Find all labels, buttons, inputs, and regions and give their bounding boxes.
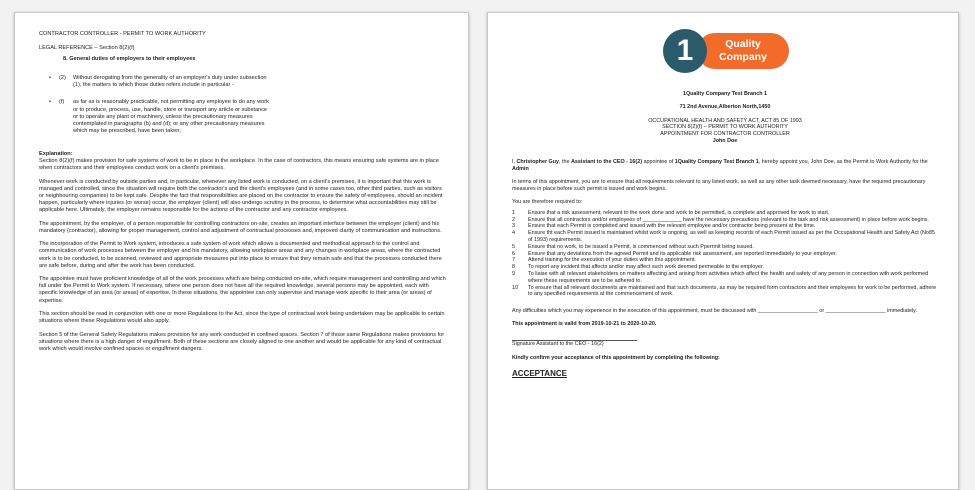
paragraph: The appointee must have proficient knowledge of all of the work processes which are being conducted on-site, which require management and controlling and which fall under the Permit to Work system. If necessary, where one person does not have all the required knowledge, several persons may be appointed, each with specific knowledge of an area (or areas) of expertise. In these situations, the appointee can only supervise and manage work specific to their area (or areas) of expertise. (39, 276, 446, 304)
legal-reference: LEGAL REFERENCE – Section 8(2)(f) (39, 44, 135, 51)
bullet-number: (f) (59, 99, 65, 106)
document-header: CONTRACTOR CONTROLLER - PERMIT TO WORK AUTHORITY (39, 31, 206, 37)
section-title: 8. General duties of employers to their employees (63, 55, 196, 62)
list-item: 10 To ensure that all relevant documents are maintained and that such documents, as may be required form contractors and their employees for work to be performed, adhere to any specified requirements at the commencement of work. (512, 284, 937, 298)
list-item: 9 To liaise with all relevant stakeholders on matters affecting and arising from activities which affect the health and safety of any person in connection with work performed where these requirements are to be adhered to. (512, 270, 929, 284)
list-item: 4 Ensure tht each Permit issued is maintained whilst work is ongoing, as well as keeping records of each Permit issued as per the Occupational Health and Safety Act (No85 of 1993) requirements. (512, 230, 935, 243)
bullet-dot-icon: • (49, 75, 51, 82)
paragraph: The incorporation of the Permit to Work system, introduces a safe system of work which allows a documented and methodical approach to the control and communication of work processes between the employer and his mandatory, allowing workplace areas and any changes in workplace areas, where the contracted work is to be conducted, to be scanned, reviewed and appropriate measures put into place to ensure that they remain safe and that the processes conducted there are safe before, during and after the work has been conducted. (39, 241, 442, 269)
difficulties-paragraph: Any difficulties which you may experience in the execution of this appointment, must be discussed with ____________________ or ____________________ immediately. (512, 308, 917, 315)
explanation-label: Explanation: (39, 150, 73, 157)
bullet-number: (2) (59, 75, 66, 82)
paragraph: Section 8(2)(f) makes provision for safe systems of work to be in place in the workplace. In the case of contractors, this means ensuring safe systems are in place when contractors and their employees conduct work on a client's premises. (39, 158, 439, 172)
terms-paragraph: In terms of this appointment, you are to ensure that all requirements relevant to any listed work, as well as any other task deemed necessary, have the required precautionary measures in place before such permit is issued and work begins. (512, 178, 926, 192)
list-item: 1 Ensure that a risk assessment, relevant to the work done and work to be permitted, is complete and approved for work to start. (512, 209, 830, 216)
logo-line-2: Company (719, 51, 767, 63)
company-address: 71 2nd Avenue,Alberton North,1450 (679, 104, 771, 111)
left-document-page (14, 12, 469, 490)
required-label: You are therefore required to: (512, 198, 583, 205)
appointee-name: John Doe (712, 137, 738, 144)
logo-wordmark (697, 33, 789, 69)
validity-statement: This appointment is valid from 2019-10-21 to 2020-10-20. (512, 321, 657, 328)
duties-list (512, 210, 938, 298)
paragraph: Section 5 of the General Safety Regulations makes provision for any work conducted in confined spaces. Section 7 of those same Regulations makes provisions for situations where there is a high danger of engulfment. Both of these sections are closely aligned to one another and would be applicable for any kind of contractual work which would involve confined spaces or engulfment dangers. (39, 331, 445, 352)
appointment-title: APPOINTMENT FOR CONTRACTOR CONTROLLER (660, 131, 790, 138)
logo-number-badge: 1 (663, 29, 707, 73)
section-reference: SECTION 8(2)(f) – PERMIT TO WORK AUTHORITY (662, 124, 788, 131)
list-item: 3 Ensure that each Permit is completed and issued with the relevant employee and/or contractor being present at the time. (512, 223, 816, 230)
right-document-page (487, 12, 959, 490)
signature-label: Signature Assistant to the CEO - 16(2) (512, 341, 604, 348)
bullet-dot-icon: • (49, 99, 51, 106)
acceptance-heading: ACCEPTANCE (512, 369, 567, 379)
bullet-text: Without derogating from the generality of an employer's duty under subsection (1), the matters to which those duties refers include in particular - (73, 75, 267, 89)
bullet-item (39, 75, 448, 89)
list-item: 8 To report any incident that affects and/or may affect such work deemed permeable to the employer. (512, 264, 764, 271)
paragraph: Whenever work is conducted by outside parties and, in particular, whenever any listed work is conducted, on a client's premises, it is important that this work is managed and controlled, since the situation will require both the contractor's and the client's employees (and in some cases too, other third parties, such as visitors or neighbouring companies) to be kept safe. Despite the fact that responsibilities are placed on the contractor to ensure the safety of employees, should an incident happen, particularly where injuries (or worse) occur, the employer (client) will also undergo scrutiny in the process, to determine what accountabilities may still be applicable here. Ultimately, the employer remains responsible for the actions of the contractor and any contractor employees. (39, 178, 443, 214)
list-item: 2 Ensure that all contractors and/or employees of _____________ have the necessary precautions (relevant to the task and risk assessment) in place before work begins. (512, 216, 929, 223)
logo-line-1: Quality (725, 38, 761, 50)
confirm-instruction: Kindly confirm your acceptance of this appointment by completing the following: (512, 354, 720, 361)
paragraph: The appointment, by the employer, of a person responsible for controlling contractors on-site, creates an important interface between the employer (client) and his mandatory (contractor), allowing for proper management, control and adjustment of contractual processes and, improved clarity of communication and instructions. (39, 220, 442, 234)
paragraph: This section should be read in conjunction with one or more Regulations to the Act, since the type of contractual work being undertaken may be applicable to certain situations where these Regulations would also apply. (39, 311, 445, 325)
act-title: OCCUPATIONAL HEALTH AND SAFETY ACT, ACT 85 OF 1993 (648, 117, 802, 124)
intro-paragraph: I, Christopher Guy, the Assistant to the CEO - 16(2) appointee of 1Quality Company Test Branch 1, hereby appoint you, John Doe, as the Permit to Work Authority for the Admin (512, 158, 928, 172)
bullet-item (39, 99, 448, 134)
company-logo (655, 27, 795, 77)
list-item: 7 Attend training for the execution of your duties within this appointment. (512, 257, 696, 264)
list-item: 5 Ensure that no work, to be issued a Permit, is commenced without such Pperrmit being issued. (512, 243, 754, 250)
list-item: 6 Ensure that any deviations from the agreed Permit and its applicable risk assessment, are reported immediately to your employer. (512, 250, 837, 257)
bullet-text: as far as is reasonably practicable, not permitting any employee to do any work or to produce, process, use, handle, store or transport any article or substance or to operate any plant or machinery, unless the precautionary measures contemplated in paragraphs (b) and (d); or any other precautionary measures which may be prescribed, have been taken; (73, 99, 269, 134)
company-name: 1Quality Company Test Branch 1 (682, 91, 768, 97)
